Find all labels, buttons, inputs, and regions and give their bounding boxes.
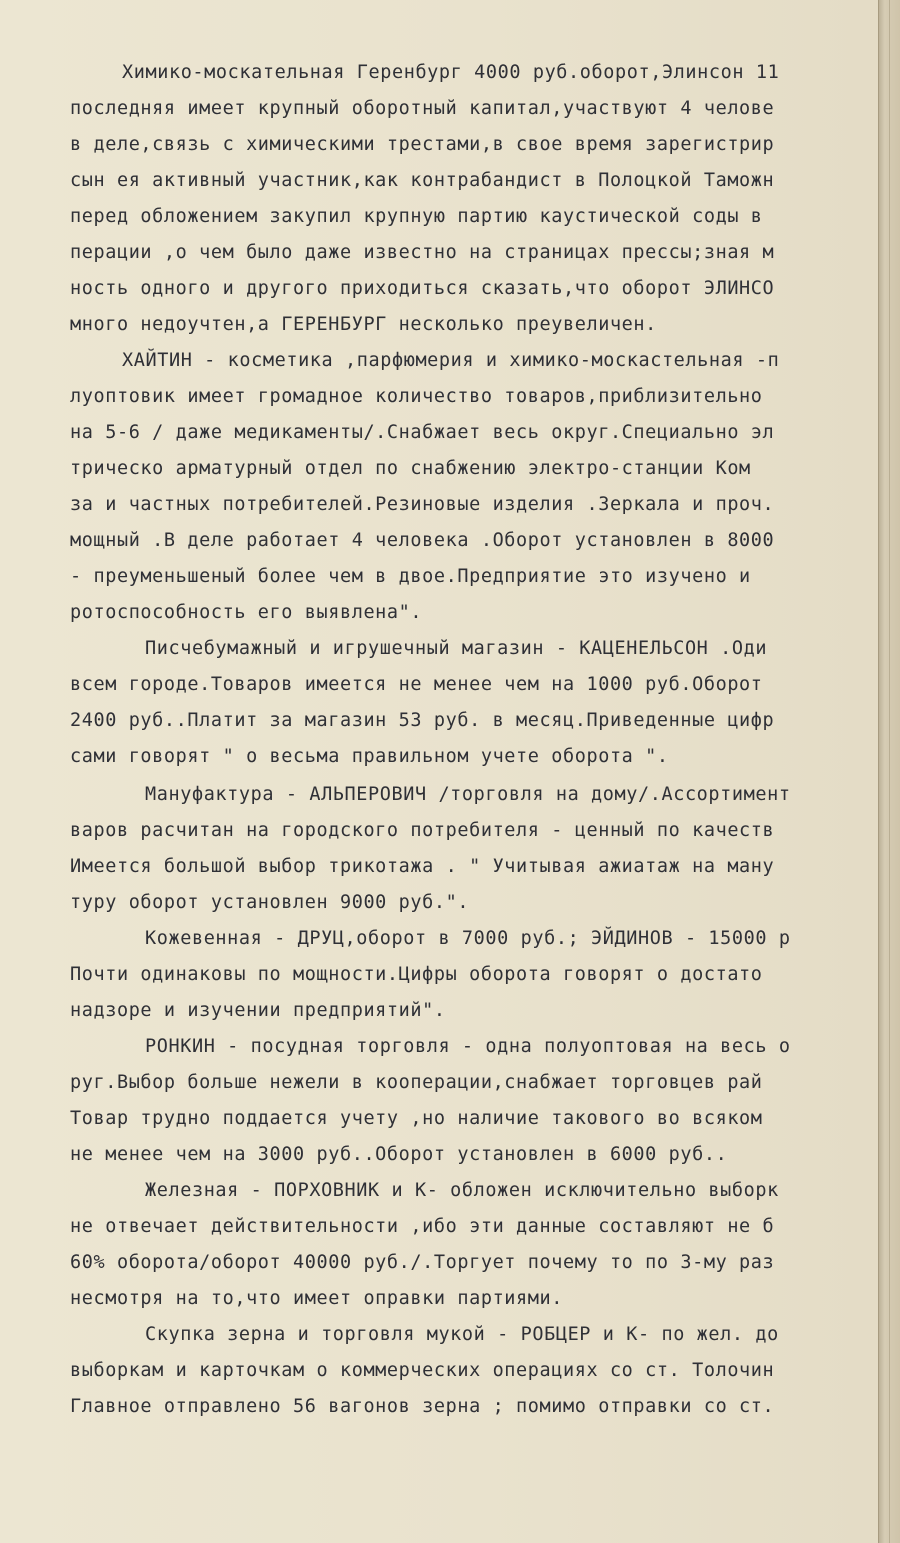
text-line-16: ротоспособность его выявлена". [70,602,423,623]
text-line-5: перед обложением закупил крупную партию каустической соды в [70,206,763,227]
text-line-7: ность одного и другого приходиться сказать,что оборот ЭЛИНСО [70,278,775,299]
text-line-19: 2400 руб..Платит за магазин 53 руб. в месяц.Приведенные цифр [70,710,775,731]
text-line-31: не менее чем на 3000 руб..Оборот установлен в 6000 руб.. [70,1144,728,1165]
page-edge [878,0,900,1543]
text-line-11: на 5-6 / даже медикаменты/.Снабжает весь округ.Специально эл [70,422,775,443]
underlying-sheet-edge [889,0,890,1543]
text-line-27: надзоре и изучении предприятий". [70,1000,446,1021]
text-line-6: перации ,о чем было даже известно на страницах прессы;зная м [70,242,775,263]
text-line-1: Химико-москательная Геренбург 4000 руб.оборот,Элинсон 11 [122,62,780,83]
text-line-9: ХАЙТИН - косметика ,парфюмерия и химико-москастельная -п [122,350,780,371]
text-line-10: луоптовик имеет громадное количество товаров,приблизительно [70,386,763,407]
text-line-12: трическо арматурный отдел по снабжению электро-станции Ком [70,458,751,479]
text-line-3: в деле,связь с химическими трестами,в свое время зарегистрир [70,134,775,155]
text-line-15: - преуменьшеный более чем в двое.Предприятие это изучено и [70,566,751,587]
text-line-25: Кожевенная - ДРУЦ,оборот в 7000 руб.; ЭЙДИНОВ - 15000 р [145,928,791,949]
text-line-26: Почти одинаковы по мощности.Цифры оборота говорят о достато [70,964,763,985]
text-line-18: всем городе.Товаров имеется не менее чем на 1000 руб.Оборот [70,674,763,695]
text-line-38: Главное отправлено 56 вагонов зерна ; помимо отправки со ст. [70,1396,775,1417]
text-line-36: Скупка зерна и торговля мукой - РОБЦЕР и К- по жел. до [145,1324,779,1345]
text-line-35: несмотря на то,что имеет оправки партиями. [70,1288,563,1309]
text-line-29: руг.Выбор больше нежели в кооперации,снабжает торговцев рай [70,1072,763,1093]
text-line-21: Мануфактура - АЛЬПЕРОВИЧ /торговля на дому/.Ассортимент [145,784,791,805]
text-line-34: 60% оборота/оборот 40000 руб./.Торгует почему то по 3-му раз [70,1252,775,1273]
text-line-8: много недоучтен,а ГЕРЕНБУРГ несколько преувеличен. [70,314,657,335]
text-line-14: мощный .В деле работает 4 человека .Оборот установлен в 8000 [70,530,775,551]
text-line-28: РОНКИН - посудная торговля - одна полуоптовая на весь о [145,1036,791,1057]
text-line-17: Писчебумажный и игрушечный магазин - КАЦЕНЕЛЬСОН .Оди [145,638,768,659]
text-line-37: выборкам и карточкам о коммерческих операциях со ст. Толочин [70,1360,775,1381]
text-line-13: за и частных потребителей.Резиновые изделия .Зеркала и проч. [70,494,775,515]
text-line-23: Имеется большой выбор трикотажа . " Учитывая ажиатаж на ману [70,856,775,877]
text-line-4: сын ея активный участник,как контрабандист в Полоцкой Таможн [70,170,775,191]
text-line-33: не отвечает действительности ,ибо эти данные составляют не б [70,1216,775,1237]
text-line-32: Железная - ПОРХОВНИК и К- обложен исключительно выборк [145,1180,779,1201]
text-line-22: варов расчитан на городского потребителя - ценный по качеств [70,820,775,841]
page-edge-shadow [878,0,879,1543]
text-line-2: последняя имеет крупный оборотный капитал,участвуют 4 челове [70,98,775,119]
text-line-20: сами говорят " о весьма правильном учете оборота ". [70,746,669,767]
text-line-30: Товар трудно поддается учету ,но наличие такового во всяком [70,1108,763,1129]
text-line-24: туру оборот установлен 9000 руб.". [70,892,470,913]
